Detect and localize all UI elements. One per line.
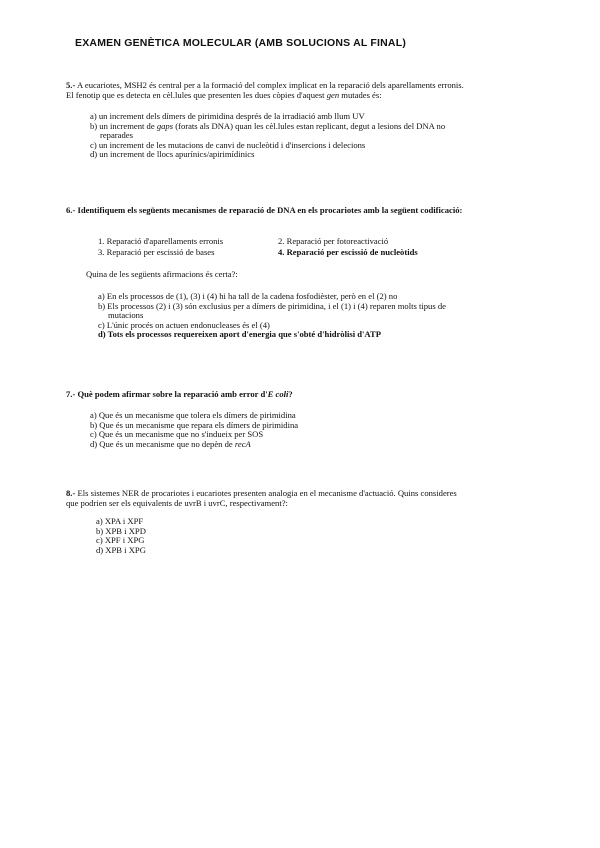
question-8-options	[96, 517, 466, 555]
question-5	[66, 80, 466, 160]
option-b[interactable]: b) un increment de gaps (forats als DNA) quan les cèl.lules estan replicant, degut a lesions del DNA no reparades	[90, 120, 446, 141]
option-c[interactable]: c) Que és un mecanisme que no s'indueix per SOS	[90, 429, 264, 440]
mechanism-3: 3. Reparació per escissió de bases	[98, 246, 215, 257]
question-8-stem	[66, 488, 466, 508]
question-number: 6.-	[66, 205, 76, 215]
stem-text-end: ?	[288, 389, 293, 399]
stem-text: Els sistemes NER de procariotes i eucariotes presenten analogia en el mecanisme d'actuació. Quins consideres que podrien ser els equivalents de uvrB i uvrC, respectivament?:	[66, 488, 457, 508]
question-7-options	[90, 411, 466, 449]
option-c[interactable]: c) XPF i XPG	[96, 535, 145, 546]
question-5-stem	[66, 80, 466, 100]
mechanism-list	[98, 236, 458, 257]
stem-italic: E coli	[267, 389, 289, 399]
stem-text: Què podem afirmar sobre la reparació amb error d'	[77, 389, 268, 399]
stem-text-end: mutades és:	[339, 90, 382, 100]
option-a[interactable]: a) Que és un mecanisme que tolera els dímers de pirimidina	[90, 410, 296, 420]
mechanism-4: 4. Reparació per escissió de nucleòtids	[278, 246, 418, 257]
question-7	[66, 389, 466, 449]
question-5-options	[90, 112, 466, 160]
question-number: 8.-	[66, 488, 76, 498]
page-title: EXAMEN GENÈTICA MOLECULAR (AMB SOLUCIONS AL FINAL)	[75, 37, 407, 49]
mechanism-2: 2. Reparació per fotoreactivació	[278, 236, 389, 246]
option-b[interactable]: b) Els processos (2) i (3) són exclusius per a dímers de pirimidina, i el (1) i (4) reparen molts tipus de mutacions	[98, 300, 446, 321]
mechanism-1: 1. Reparació d'aparellaments erronis	[98, 236, 224, 246]
option-a[interactable]: a) un increment dels dímers de pirimidina després de la irradiació amb llum UV	[90, 111, 365, 121]
option-d[interactable]: d) Que és un mecanisme que no depèn de recA	[90, 438, 251, 449]
question-6-stem	[66, 205, 466, 215]
stem-text: Identifiquem els següents mecanismes de reparació de DNA en els procariotes amb la següent codificació:	[77, 205, 463, 215]
question-6	[66, 205, 466, 215]
option-a[interactable]: a) XPA i XPF	[96, 516, 144, 526]
question-7-stem	[66, 389, 466, 399]
question-6-prompt: Quina de les següents afirmacions és certa?:	[86, 269, 238, 279]
stem-italic: gen	[326, 90, 340, 100]
option-b[interactable]: b) Que és un mecanisme que repara els dímers de pirimidina	[90, 419, 299, 430]
option-c[interactable]: c) L'únic procés on actuen endonucleases és el (4)	[98, 319, 270, 330]
question-8	[66, 488, 466, 555]
question-6-options	[98, 292, 468, 340]
stem-text: A eucariotes, MSH2 és central per a la formació del complex implicat en la reparació dels aparellaments erronis. El fenotip que es detecta en cèl.lules que presenten les dues còpies d'aquest	[66, 80, 464, 100]
option-d[interactable]: d) un increment de llocs apurínics/apirimídinics	[90, 149, 255, 160]
option-d[interactable]: d) XPB i XPG	[96, 544, 146, 555]
question-number: 7.-	[66, 389, 76, 399]
option-b[interactable]: b) XPB i XPD	[96, 525, 146, 536]
option-a[interactable]: a) En els processos de (1), (3) i (4) hi ha tall de la cadena fosfodièster, però en el (2) no	[98, 291, 398, 301]
question-number: 5.-	[66, 80, 76, 90]
option-d[interactable]: d) Tots els processos requereixen aport d'energia que s'obté d'hidròlisi d'ATP	[98, 329, 381, 340]
option-c[interactable]: c) un increment de les mutacions de canvi de nucleòtid i d'insercions i delecions	[90, 139, 366, 150]
